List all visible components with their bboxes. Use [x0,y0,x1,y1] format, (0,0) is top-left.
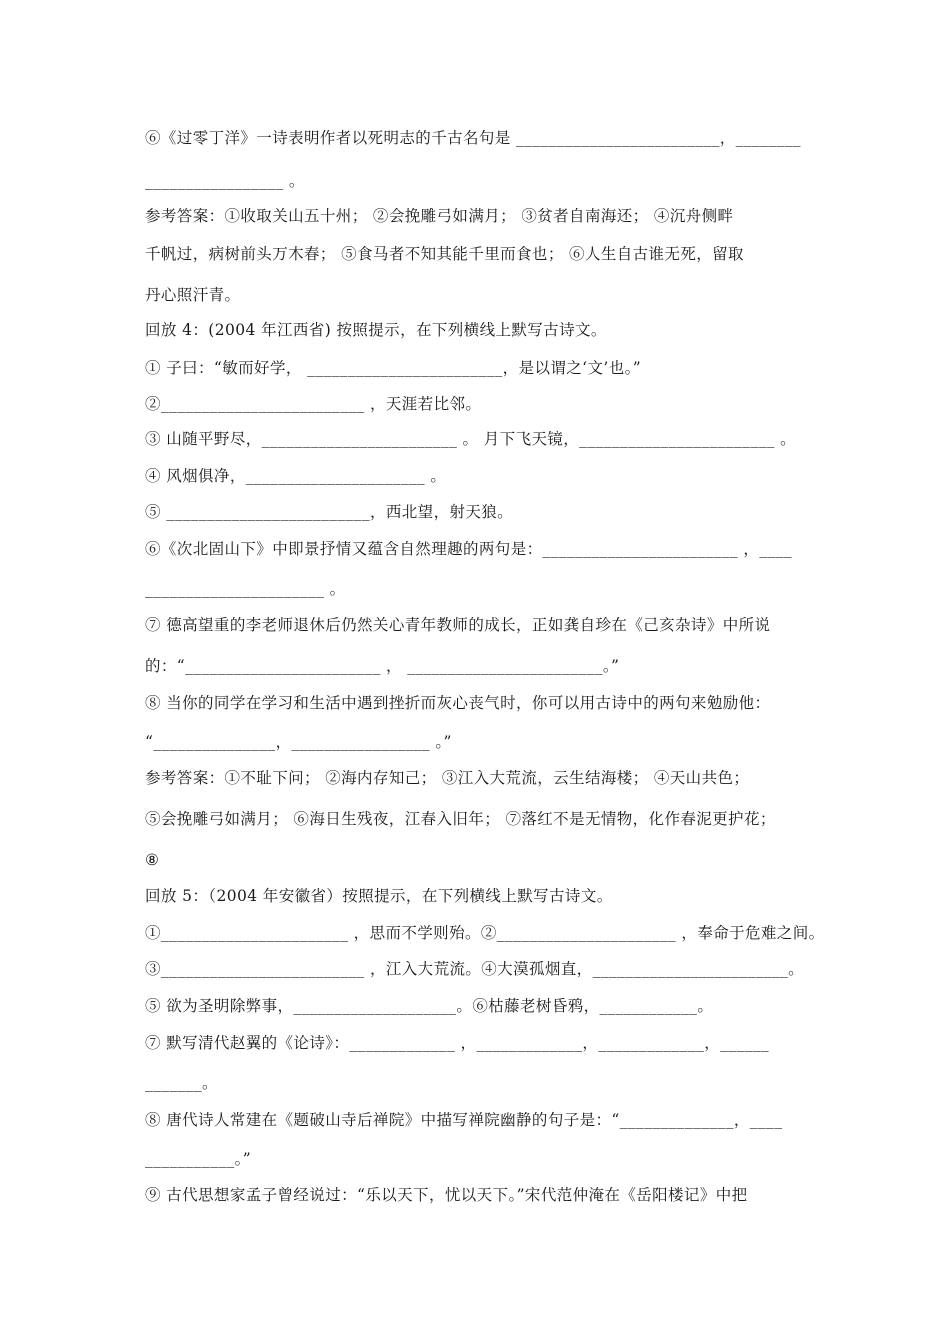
text-line: 参考答案：①收取关山五十州； ②会挽雕弓如满月； ③贫者自南海还； ④沉舟侧畔 [145,207,734,225]
text-line: ⑦ 德高望重的李老师退休后仍然关心青年教师的成长，正如龚自珍在《己亥杂诗》中所说 [145,616,771,634]
text-line: ⑥《次北固山下》中即景抒情又蕴含自然理趣的两句是：________________________ ，____ [145,540,792,558]
answer-line: ⑧ [145,851,160,869]
text-line: 千帆过，病树前头万木春； ⑤食马者不知其能千里而食也； ⑥人生自古谁无死，留取 [145,245,744,263]
text-line: ______________________ 。 [145,580,346,598]
section-heading: 回放 4：(2004 年江西省) 按照提示，在下列横线上默写古诗文。 [145,321,607,339]
text-line: ⑧ 唐代诗人常建在《题破山寺后禅院》中描写禅院幽静的句子是：“______________，____ [145,1111,783,1129]
text-line: ① 子曰：“敏而好学， ________________________，是以谓之‘文’也。” [145,359,642,377]
text-line: ③_________________________ ，江入大荒流。④大漠孤烟直，________________________。 [145,960,805,978]
answer-line: ⑤会挽雕弓如满月； ⑥海日生残夜，江春入旧年； ⑦落红不是无情物，化作春泥更护花； [145,810,776,828]
text-line: 的：“________________________ ， ________________________。” [145,657,620,675]
text-line: ③ 山随平野尽，________________________ 。 月下飞天镜，________________________ 。 [145,430,797,448]
text-line: ①_______________________ ，思而不学则殆。②______________________ ，奉命于危难之间。 [145,924,825,942]
answer-line: 参考答案：①不耻下问； ②海内存知己； ③江入大荒流，云生结海楼； ④天山共色； [145,769,750,787]
text-line: ④ 风烟俱净，______________________ 。 [145,467,447,485]
text-line: ②_________________________ ，天涯若比邻。 [145,395,482,413]
text-line: ⑤ _________________________，西北望，射天狼。 [145,503,514,521]
section-heading: 回放 5：（2004 年安徽省）按照提示，在下列横线上默写古诗文。 [145,887,613,905]
text-line: ⑨ 古代思想家孟子曾经说过：“乐以天下，忧以天下。”宋代范仲淹在《岳阳楼记》中把 [145,1186,748,1204]
text-line: ⑧ 当你的同学在学习和生活中遇到挫折而灰心丧气时，你可以用古诗中的两句来勉励他： [145,694,771,712]
text-line: ⑥《过零丁洋》一诗表明作者以死明志的千古名句是 _________________________，________ [145,129,801,147]
text-line: ⑦ 默写清代赵翼的《论诗》：_____________ ，_____________，_____________，______ [145,1034,770,1052]
text-line: ⑤ 欲为圣明除弊事，____________________。⑥枯藤老树昏鸦，____________。 [145,997,714,1015]
text-line: “_______________，_________________ 。” [145,733,452,751]
text-line: 丹心照汗青。 [145,286,241,304]
text-line: _______。 [145,1074,218,1092]
text-line: _________________ 。 [145,172,305,190]
text-line: ___________。” [145,1150,252,1168]
